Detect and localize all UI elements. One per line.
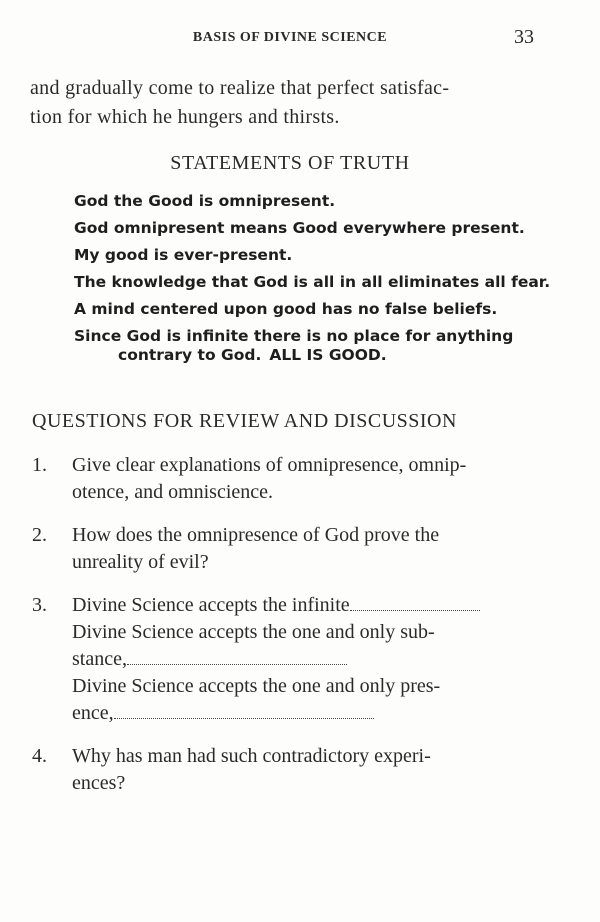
question-text: Divine Science accepts the infinite Divine Science accepts the one and only sub- stance, Divine Science accepts the one and only pres- ence, [72, 592, 552, 727]
question-text: Give clear explanations of omnipresence, omnip- otence, and omniscience. [72, 454, 467, 503]
questions-heading: QUESTIONS FOR REVIEW AND DISCUSSION [32, 410, 457, 432]
question-item [32, 743, 552, 797]
statement-item: A mind centered upon good has no false beliefs. [74, 300, 498, 318]
intro-line: and gradually come to realize that perfect satisfac- [30, 77, 450, 99]
question-number: 4. [32, 745, 47, 767]
intro-paragraph [30, 74, 550, 132]
statement-item: My good is ever-present. [74, 246, 293, 264]
statement-item: Since God is infinite there is no place for anything contrary to God. ALL IS GOOD. [74, 327, 514, 364]
question-item [32, 452, 552, 506]
fill-in-blank[interactable] [350, 596, 480, 611]
statements-heading: STATEMENTS OF TRUTH [170, 152, 410, 174]
questions-list [32, 452, 552, 813]
statements-list [74, 192, 554, 373]
question-number: 2. [32, 524, 47, 546]
statement-item: God the Good is omnipresent. [74, 192, 336, 210]
running-header: BASIS OF DIVINE SCIENCE [192, 30, 388, 45]
fill-in-blank[interactable] [114, 704, 374, 719]
fill-in-blank[interactable] [127, 650, 347, 665]
intro-line: tion for which he hungers and thirsts. [30, 106, 340, 128]
closing-statement: ALL IS GOOD. [269, 346, 387, 364]
question-text: Why has man had such contradictory experi- ences? [72, 745, 431, 794]
question-number: 3. [32, 594, 47, 616]
question-item [32, 522, 552, 576]
question-number: 1. [32, 454, 47, 476]
question-text: How does the omnipresence of God prove the unreality of evil? [72, 524, 440, 573]
question-item [32, 592, 552, 727]
page-number: 33 [514, 26, 534, 48]
statement-item: The knowledge that God is all in all eliminates all fear. [74, 273, 551, 291]
statement-item: God omnipresent means Good everywhere present. [74, 219, 525, 237]
